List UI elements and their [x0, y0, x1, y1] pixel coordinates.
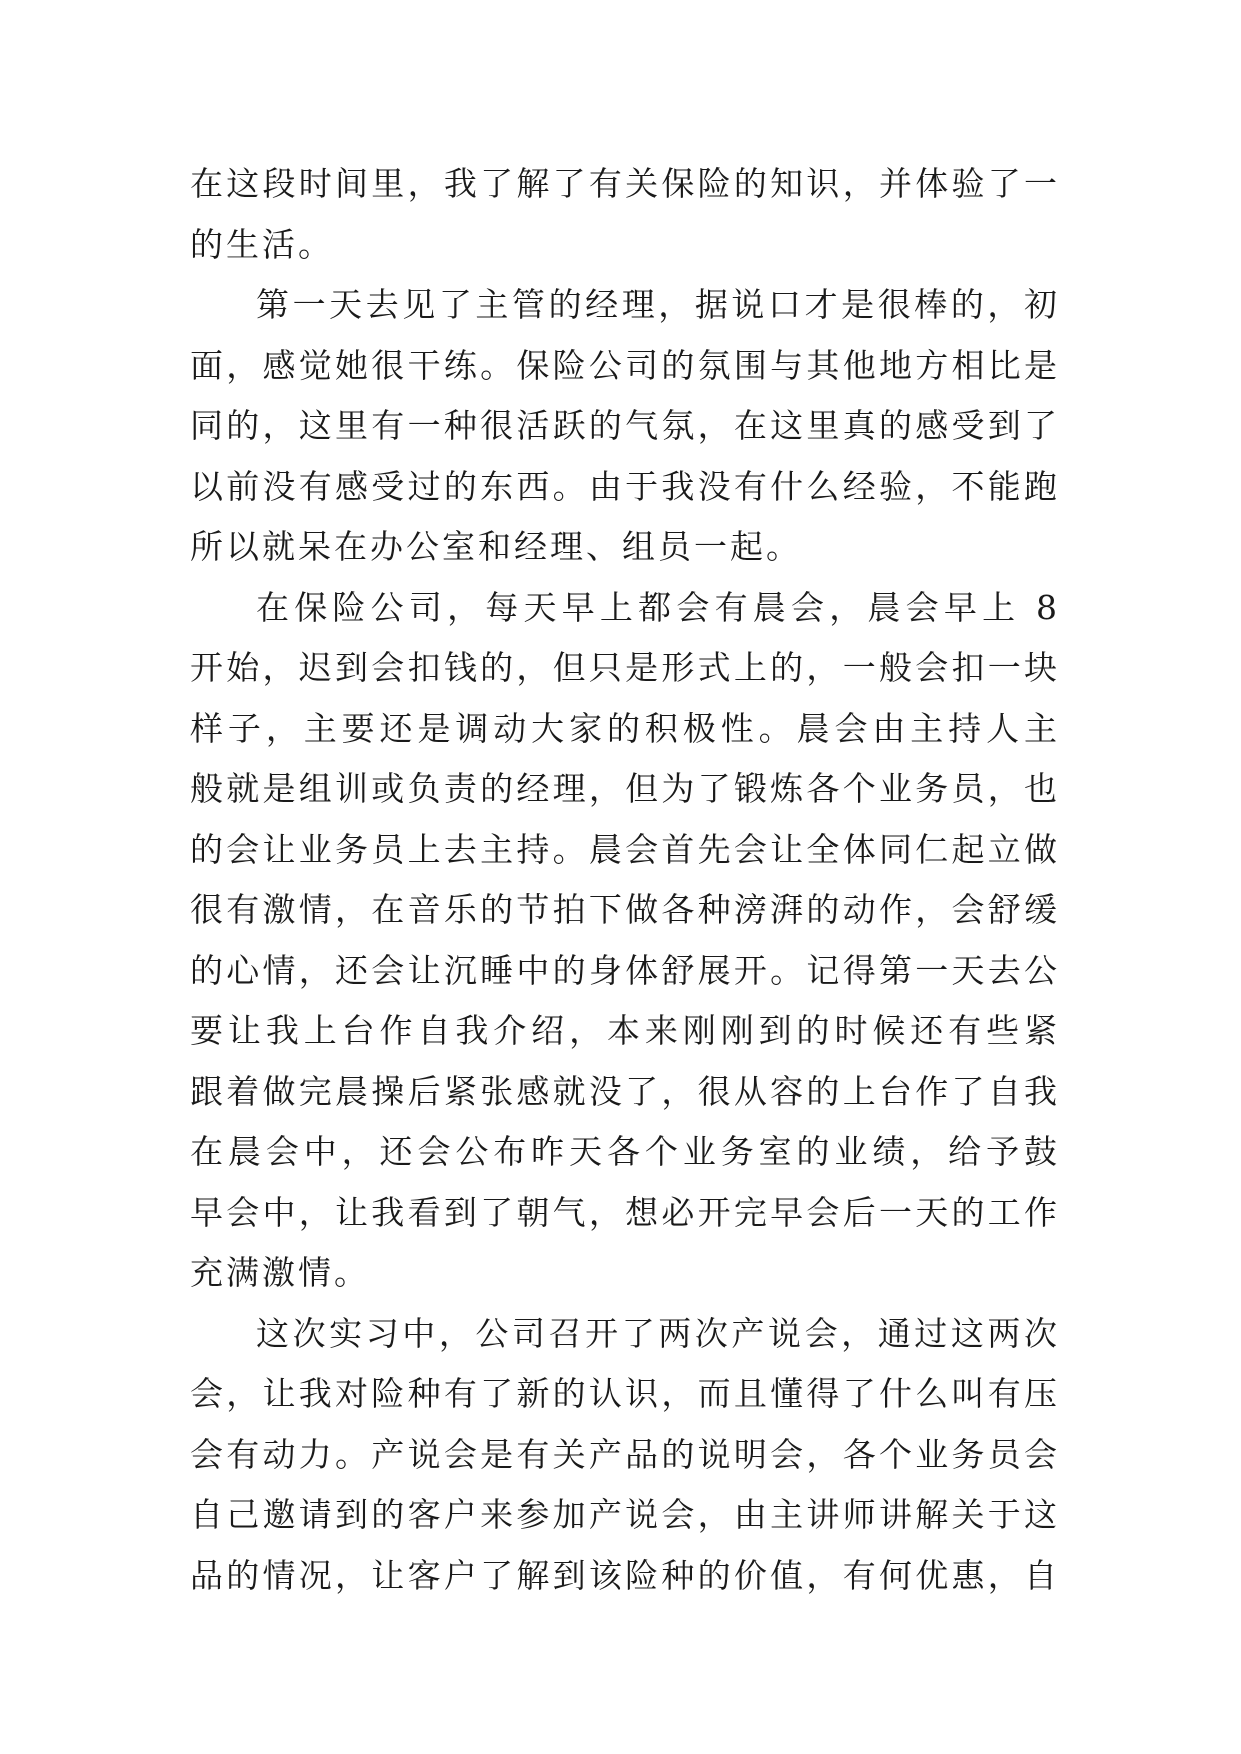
text-line: 面，感觉她很干练。保险公司的氛围与其他地方相比是: [190, 345, 1060, 385]
text-line: 的会让业务员上去主持。晨会首先会让全体同仁起立做: [190, 829, 1060, 869]
body-text: [190, 154, 1060, 1606]
text-line: 所以就呆在办公室和经理、组员一起。: [190, 527, 802, 566]
text-line: 以前没有感受过的东西。由于我没有什么经验，不能跑: [190, 466, 1060, 506]
text-line: 在晨会中，还会公布昨天各个业务室的业绩，给予鼓: [190, 1132, 1060, 1171]
text-line: 这次实习中，公司召开了两次产说会，通过这两次: [256, 1313, 1060, 1353]
text-line: 会，让我对险种有了新的认识，而且懂得了什么叫有压: [190, 1374, 1060, 1413]
text-line: 早会中，让我看到了朝气，想必开完早会后一天的工作: [190, 1192, 1060, 1232]
text-line: 在这段时间里，我了解了有关保险的知识，并体验了一: [190, 164, 1060, 203]
text-line: 的心情，还会让沉睡中的身体舒展开。记得第一天去公: [190, 950, 1060, 990]
text-line: 般就是组训或负责的经理，但为了锻炼各个业务员，也: [190, 769, 1060, 808]
text-line: 要让我上台作自我介绍，本来刚刚到的时候还有些紧: [190, 1011, 1060, 1050]
text-line: 第一天去见了主管的经理，据说口才是很棒的，初: [256, 285, 1060, 324]
text-line: 自己邀请到的客户来参加产说会，由主讲师讲解关于这: [190, 1495, 1060, 1534]
text-line: 跟着做完晨操后紧张感就没了，很从容的上台作了自我: [190, 1071, 1060, 1111]
text-line: 在保险公司，每天早上都会有晨会，晨会早上 8: [256, 587, 1060, 627]
text-line: 开始，迟到会扣钱的，但只是形式上的，一般会扣一块: [190, 648, 1060, 687]
text-line: 充满激情。: [190, 1253, 370, 1292]
text-line: 很有激情，在音乐的节拍下做各种滂湃的动作，会舒缓: [190, 890, 1060, 929]
text-line: 品的情况，让客户了解到该险种的价值，有何优惠，自: [190, 1555, 1060, 1595]
text-line: 样子，主要还是调动大家的积极性。晨会由主持人主: [190, 708, 1060, 748]
text-line: 会有动力。产说会是有关产品的说明会，各个业务员会: [190, 1434, 1060, 1474]
text-line: 的生活。: [190, 224, 334, 264]
text-line: 同的，这里有一种很活跃的气氛，在这里真的感受到了: [190, 406, 1060, 445]
